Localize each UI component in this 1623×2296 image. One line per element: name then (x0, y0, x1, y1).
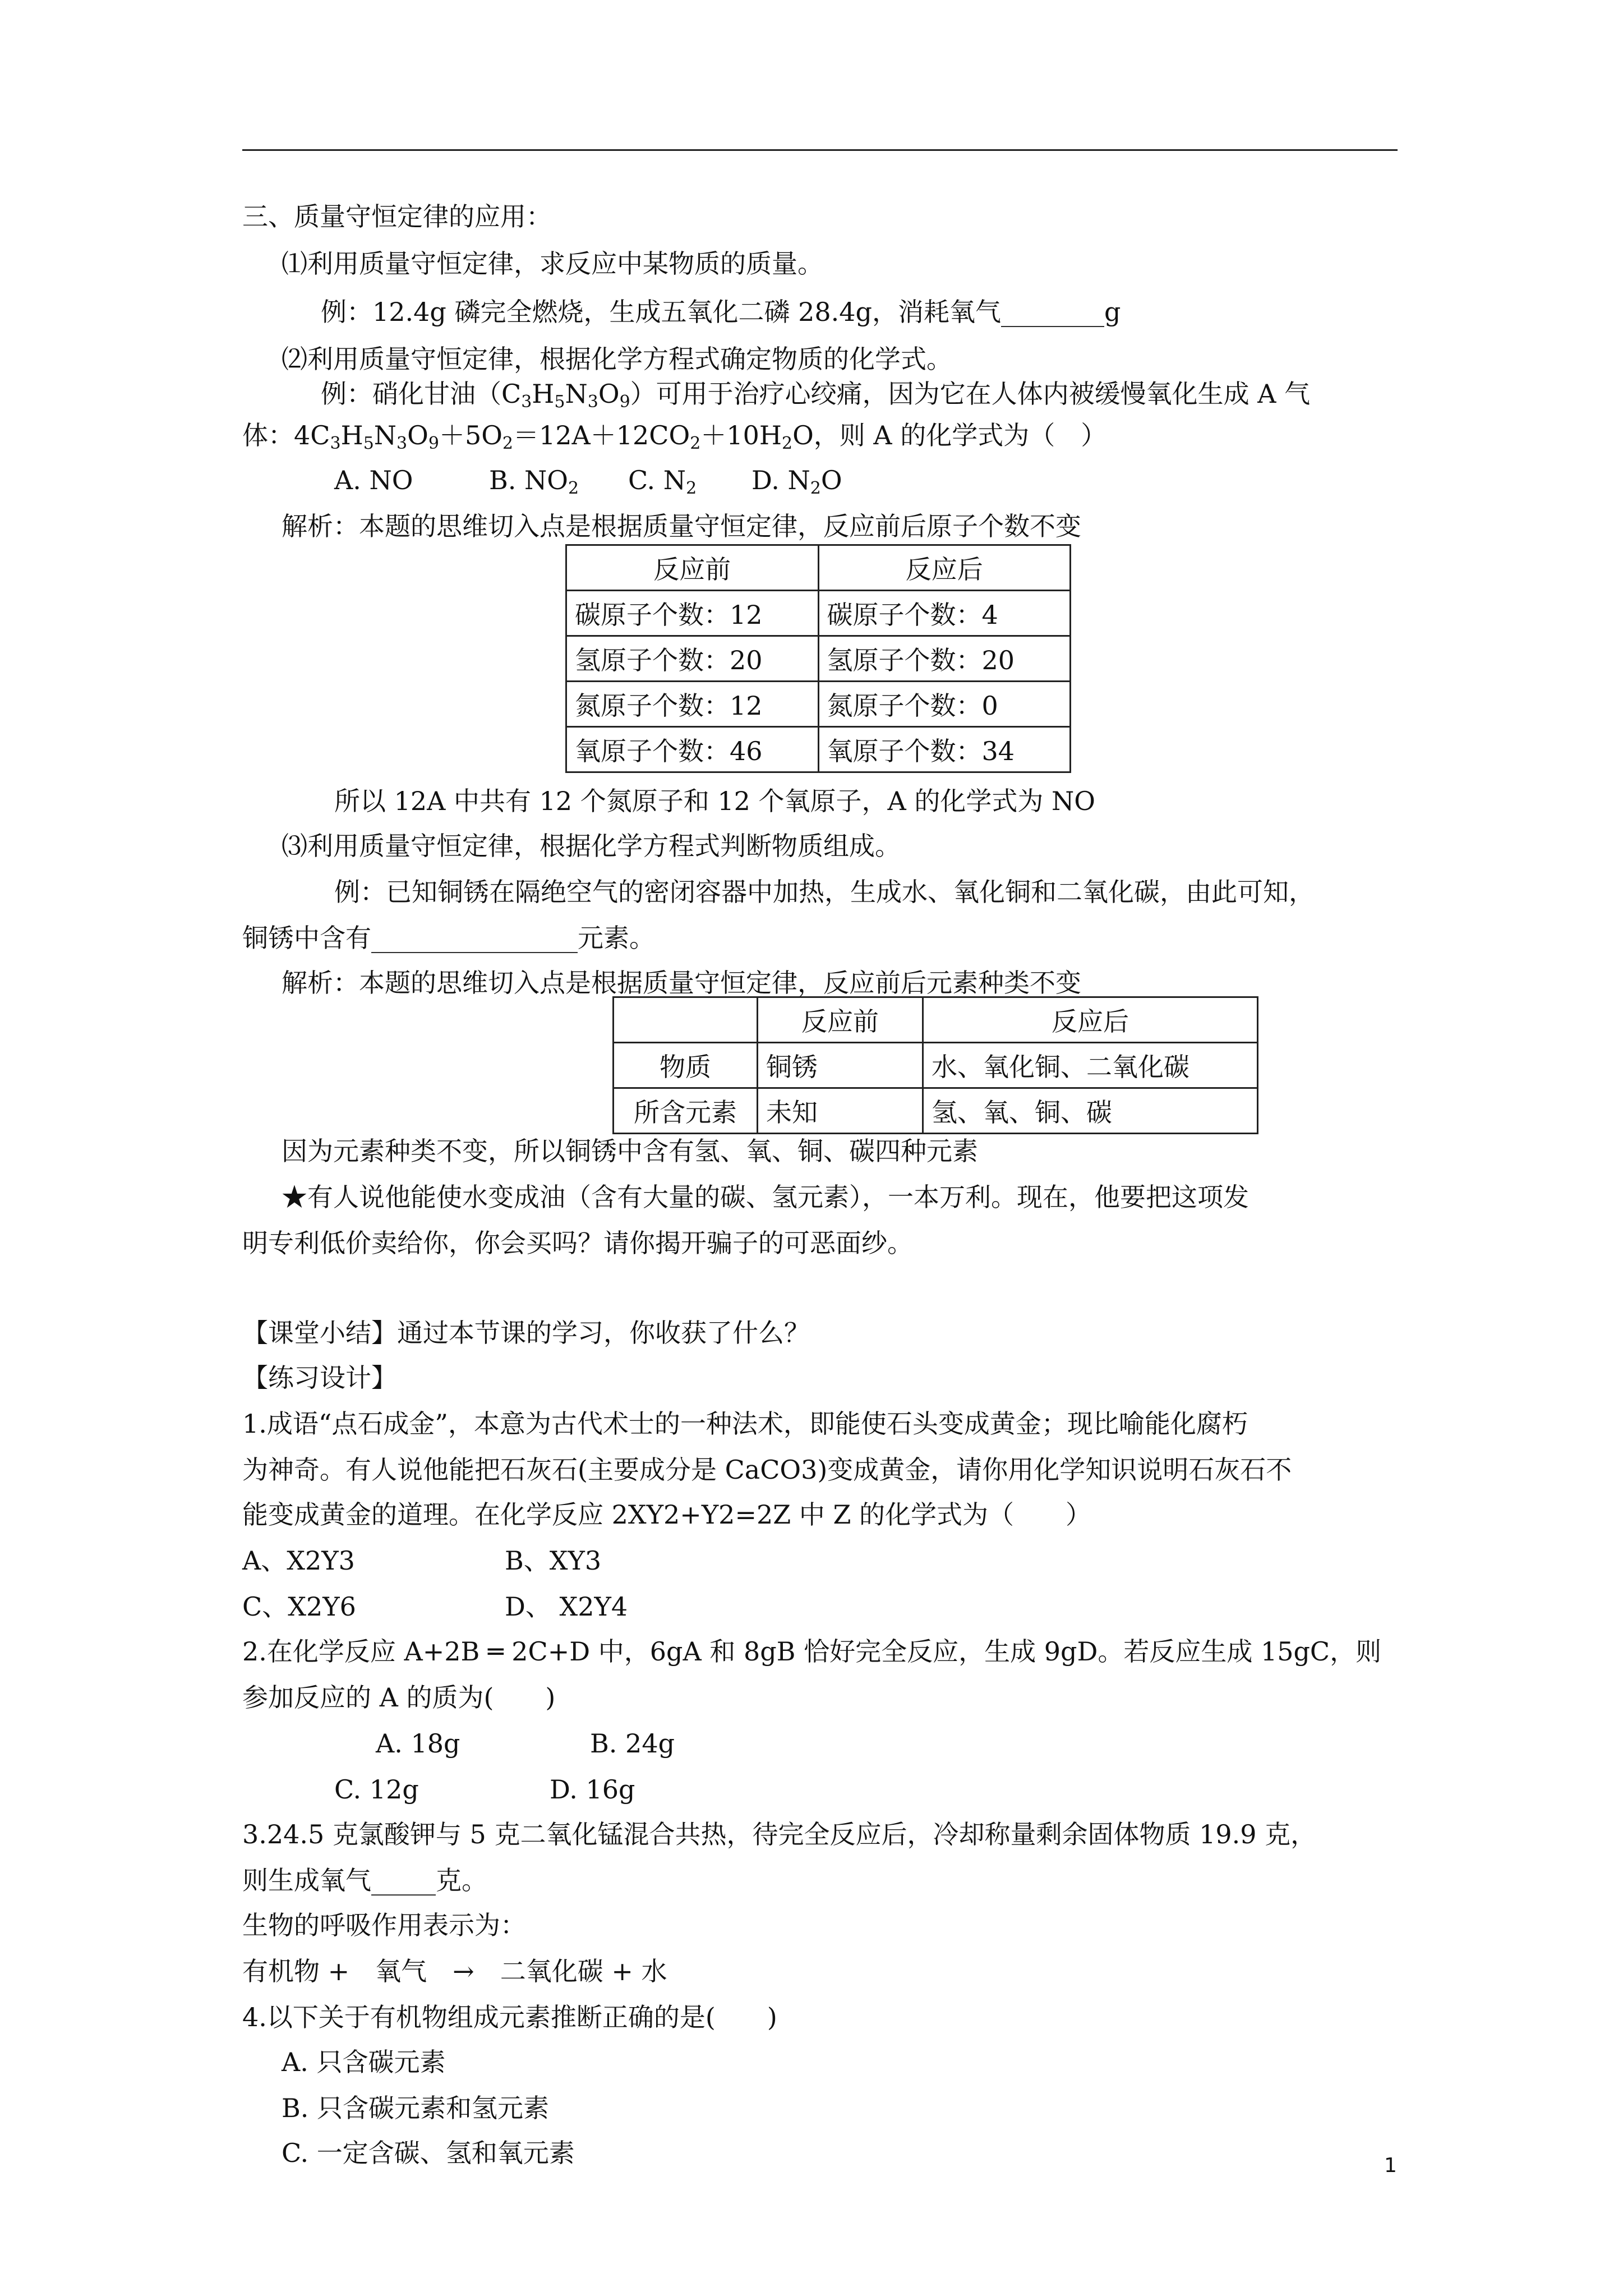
q4-line1: 4.以下关于有机物组成元素推断正确的是( ) (242, 2002, 777, 2032)
header-rule (242, 149, 1398, 151)
table-cell: 碳原子个数：12 (566, 591, 819, 636)
item3-heading: ⑶利用质量守恒定律，根据化学方程式判断物质组成。 (282, 831, 901, 861)
class-summary: 【课堂小结】通过本节课的学习，你收获了什么？ (242, 1318, 810, 1348)
item3-analysis: 解析：本题的思维切入点是根据质量守恒定律，反应前后元素种类不变 (282, 968, 1081, 998)
atom-count-table (565, 544, 1071, 773)
table-cell: 物质 (614, 1043, 758, 1088)
item2-equation-line: 体：$4C_3H_5N_3O_9+5O_2=12A+12CO_2+10H_2O$，则 A 的化学式为（ ） (242, 420, 1107, 453)
table-header-cell (614, 997, 758, 1043)
star-question-line1: ★有人说他能使水变成油（含有大量的碳、氢元素），一本万利。现在，他要把这项发 (282, 1182, 1249, 1212)
table-cell: 氢、氧、铜、碳 (923, 1088, 1258, 1134)
item3-example-line1: 例：已知铜锈在隔绝空气的密闭容器中加热，生成水、氧化铜和二氧化碳，由此可知， (334, 877, 1315, 907)
q3-line1: 3.24.5 克氯酸钾与 5 克二氧化锰混合共热，待完全反应后，冷却称量剩余固体物质 19.9 克， (242, 1819, 1317, 1849)
q2-option-a: A. 18g (376, 1728, 460, 1759)
table-cell: 碳原子个数：4 (818, 591, 1071, 636)
item2-option-a: A. NO (334, 465, 413, 495)
q2-option-c: C. 12g (334, 1774, 419, 1805)
item2-option-b: B. $NO_2$ (489, 465, 579, 498)
q1-option-c: C、X2Y6 (242, 1591, 356, 1622)
q3-line2: 则生成氧气_____克。 (242, 1865, 487, 1895)
item2-heading: ⑵利用质量守恒定律，根据化学方程式确定物质的化学式。 (282, 344, 952, 374)
table-cell: 氧原子个数：34 (818, 727, 1071, 772)
q4-option-a: A. 只含碳元素 (282, 2047, 446, 2077)
table-row (566, 682, 1071, 727)
table-header-row (566, 545, 1071, 591)
q1-option-a: A、X2Y3 (242, 1545, 355, 1576)
item1-example: 例：12.4g 磷完全燃烧，生成五氧化二磷 28.4g，消耗氧气________g (321, 297, 1121, 327)
q1-line2: 为神奇。有人说他能把石灰石(主要成分是 CaCO3)变成黄金，请你用化学知识说明石灰石不 (242, 1455, 1292, 1485)
respiration-intro: 生物的呼吸作用表示为： (242, 1910, 526, 1940)
item3-example-line2: 铜锈中含有________________元素。 (242, 923, 655, 953)
table-cell: 氮原子个数：0 (818, 682, 1071, 727)
table-row (614, 1088, 1258, 1134)
q4-option-c: C. 一定含碳、氢和氧元素 (282, 2138, 575, 2168)
item2-option-c: C. $N_2$ (628, 465, 697, 498)
q4-option-b: B. 只含碳元素和氢元素 (282, 2093, 550, 2123)
table-header-row (614, 997, 1258, 1043)
table-cell: 所含元素 (614, 1088, 758, 1134)
table-header-cell: 反应后 (818, 545, 1071, 591)
q1-line3: 能变成黄金的道理。在化学反应 2XY2+Y2=2Z 中 Z 的化学式为（ ） (242, 1499, 1092, 1530)
q2-line2: 参加反应的 A 的质为( ) (242, 1682, 556, 1713)
table-cell: 氮原子个数：12 (566, 682, 819, 727)
page-number: 1 (1384, 2154, 1397, 2177)
table-cell: 氧原子个数：46 (566, 727, 819, 772)
practice-title: 【练习设计】 (242, 1363, 397, 1393)
table-cell: 铜锈 (758, 1043, 923, 1088)
table-cell: 未知 (758, 1088, 923, 1134)
table-header-cell: 反应后 (923, 997, 1258, 1043)
table-row (566, 636, 1071, 682)
table-cell: 水、氧化铜、二氧化碳 (923, 1043, 1258, 1088)
q1-option-d: D、 X2Y4 (505, 1591, 628, 1622)
item2-conclusion: 所以 12A 中共有 12 个氮原子和 12 个氧原子，A 的化学式为 NO (334, 786, 1095, 816)
item2-analysis: 解析：本题的思维切入点是根据质量守恒定律，反应前后原子个数不变 (282, 511, 1081, 541)
q2-option-b: B. 24g (590, 1728, 675, 1759)
item1-heading: ⑴利用质量守恒定律，求反应中某物质的质量。 (282, 249, 823, 279)
q1-line1: 1.成语“点石成金”，本意为古代术士的一种法术，即能使石头变成黄金；现比喻能化腐朽 (242, 1409, 1248, 1439)
table-row (566, 591, 1071, 636)
q2-option-d: D. 16g (550, 1774, 635, 1805)
q2-line1: 2.在化学反应 A+2B ═ 2C+D 中，6gA 和 8gB 恰好完全反应，生成 9gD。若反应生成 15gC，则 (242, 1636, 1382, 1667)
table-row (614, 1043, 1258, 1088)
element-type-table (612, 996, 1258, 1134)
respiration-equation: 有机物 + 氧气 → 二氧化碳 + 水 (242, 1956, 667, 1986)
table-cell: 氢原子个数：20 (566, 636, 819, 682)
table-header-cell: 反应前 (566, 545, 819, 591)
item2-example-line1: 例：硝化甘油$(C_3H_5N_3O_9)$可用于治疗心绞痛，因为它在人体内被缓慢氧化生成 A 气 (321, 379, 1311, 412)
table-header-cell: 反应前 (758, 997, 923, 1043)
star-question-line2: 明专利低价卖给你，你会买吗？请你揭开骗子的可恶面纱。 (242, 1228, 913, 1258)
q1-option-b: B、XY3 (505, 1545, 602, 1576)
table-cell: 氢原子个数：20 (818, 636, 1071, 682)
table-row (566, 727, 1071, 772)
item3-conclusion: 因为元素种类不变，所以铜锈中含有氢、氧、铜、碳四种元素 (282, 1136, 978, 1166)
item2-option-d: D. $N_2O$ (751, 465, 842, 498)
section-title: 三、质量守恒定律的应用： (242, 201, 552, 232)
